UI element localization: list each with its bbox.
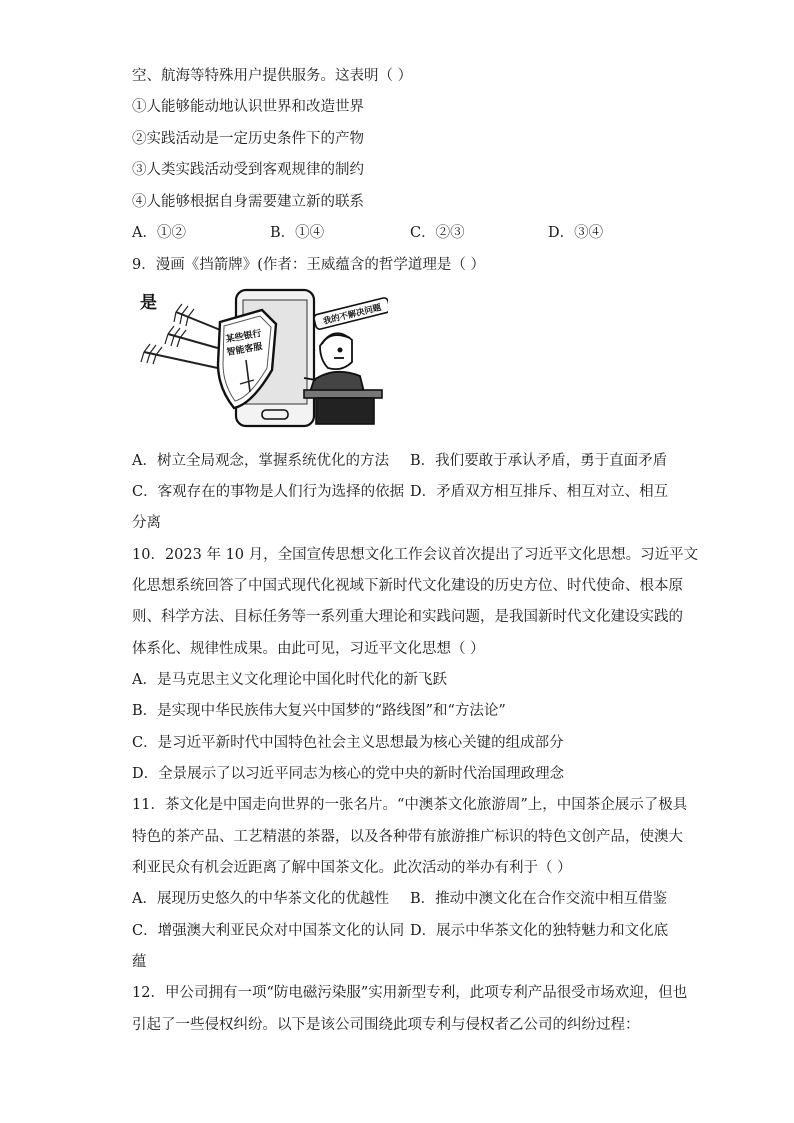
q11-option-b: B．推动中澳文化在合作交流中相互借鉴 [410, 891, 668, 907]
q11-stem-line-3: 利亚民众有机会近距离了解中国茶文化。此次活动的举办有利于（ ） [132, 860, 572, 876]
q10-stem-line-4: 体系化、规律性成果。由此可见，习近平文化思想（ ） [132, 641, 485, 657]
banner-text: 我的不解决问题 [322, 302, 383, 328]
speech-banner [313, 297, 388, 330]
q8-option-d: D．③④ [548, 225, 604, 241]
q10-stem-line-2: 化思想系统回答了中国式现代化视域下新时代文化建设的历史方位、时代使命、根本原 [132, 578, 683, 594]
q8-option-c: C．②③ [410, 225, 465, 241]
q9-option-a: A．树立全局观念，掌握系统优化的方法 [132, 453, 389, 469]
q10-option-c: C．是习近平新时代中国特色社会主义思想最为核心关键的组成部分 [132, 735, 564, 751]
q8-item-4: ④人能够根据自身需要建立新的联系 [132, 194, 364, 210]
q10-option-a: A．是马克思主义文化理论中国化时代化的新飞跃 [132, 672, 447, 688]
q9-option-b: B．我们要敢于承认矛盾，勇于直面矛盾 [410, 453, 668, 469]
q11-option-a: A．展现历史悠久的中华茶文化的优越性 [132, 891, 389, 907]
q8-item-2: ②实践活动是一定历史条件下的产物 [132, 131, 364, 147]
q8-option-a: A．①② [132, 225, 186, 241]
q11-option-d-continued: 蕴 [132, 954, 147, 970]
q11-option-d: D．展示中华茶文化的独特魅力和文化底 [410, 923, 669, 939]
q10-option-d: D．全景展示了以习近平同志为核心的党中央的新时代治国理政理念 [132, 766, 565, 782]
q11-stem-line-1: 11．茶文化是中国走向世界的一张名片。“中澳茶文化旅游周”上，中国茶企展示了极具 [132, 797, 688, 813]
q12-stem-line-1: 12．甲公司拥有一项“防电磁污染服”实用新型专利，此项专利产品很受市场欢迎，但也 [132, 985, 688, 1001]
shield-text-line-1: 某些银行 [225, 328, 263, 346]
shield-text-line-2: 智能客服 [226, 341, 264, 359]
q9-stem: 9．漫画《挡箭牌》(作者：王威蕴含的哲学道理是（ ） [132, 257, 485, 273]
q11-option-c: C．增强澳大利亚民众对中国茶文化的认同 [132, 923, 405, 939]
desk-body [316, 398, 374, 424]
q11-stem-line-2: 特色的茶产品、工艺精湛的茶器，以及各种带有旅游推广标识的特色文创产品，使澳大 [132, 829, 683, 845]
q8-option-b: B．①④ [270, 225, 325, 241]
shield-cartoon-illustration [138, 284, 388, 432]
desk-top [304, 390, 382, 398]
q10-stem-line-3: 则、科学方法、目标任务等一系列重大理论和实践问题，是我国新时代文化建设实践的 [132, 609, 683, 625]
cartoon-corner-char: 是 [140, 293, 157, 313]
q9-option-d: D．矛盾双方相互排斥、相互对立、相互 [410, 484, 669, 500]
q10-stem-line-1: 10．2023 年 10 月，全国宣传思想文化工作会议首次提出了习近平文化思想。习近平文 [132, 547, 699, 563]
q10-option-b: B．是实现中华民族伟大复兴中国梦的“路线图”和“方法论” [132, 703, 506, 719]
q8-item-1: ①人能够能动地认识世界和改造世界 [132, 99, 364, 115]
q9-option-d-continued: 分离 [132, 515, 161, 531]
q12-stem-line-2: 引起了一些侵权纠纷。以下是该公司围绕此项专利与侵权者乙公司的纠纷过程： [132, 1017, 640, 1033]
q9-option-c: C．客观存在的事物是人们行为选择的依据 [132, 484, 405, 500]
q8-item-3: ③人类实践活动受到客观规律的制约 [132, 162, 364, 178]
q8-stem-tail: 空、航海等特殊用户提供服务。这表明（ ） [132, 68, 413, 84]
